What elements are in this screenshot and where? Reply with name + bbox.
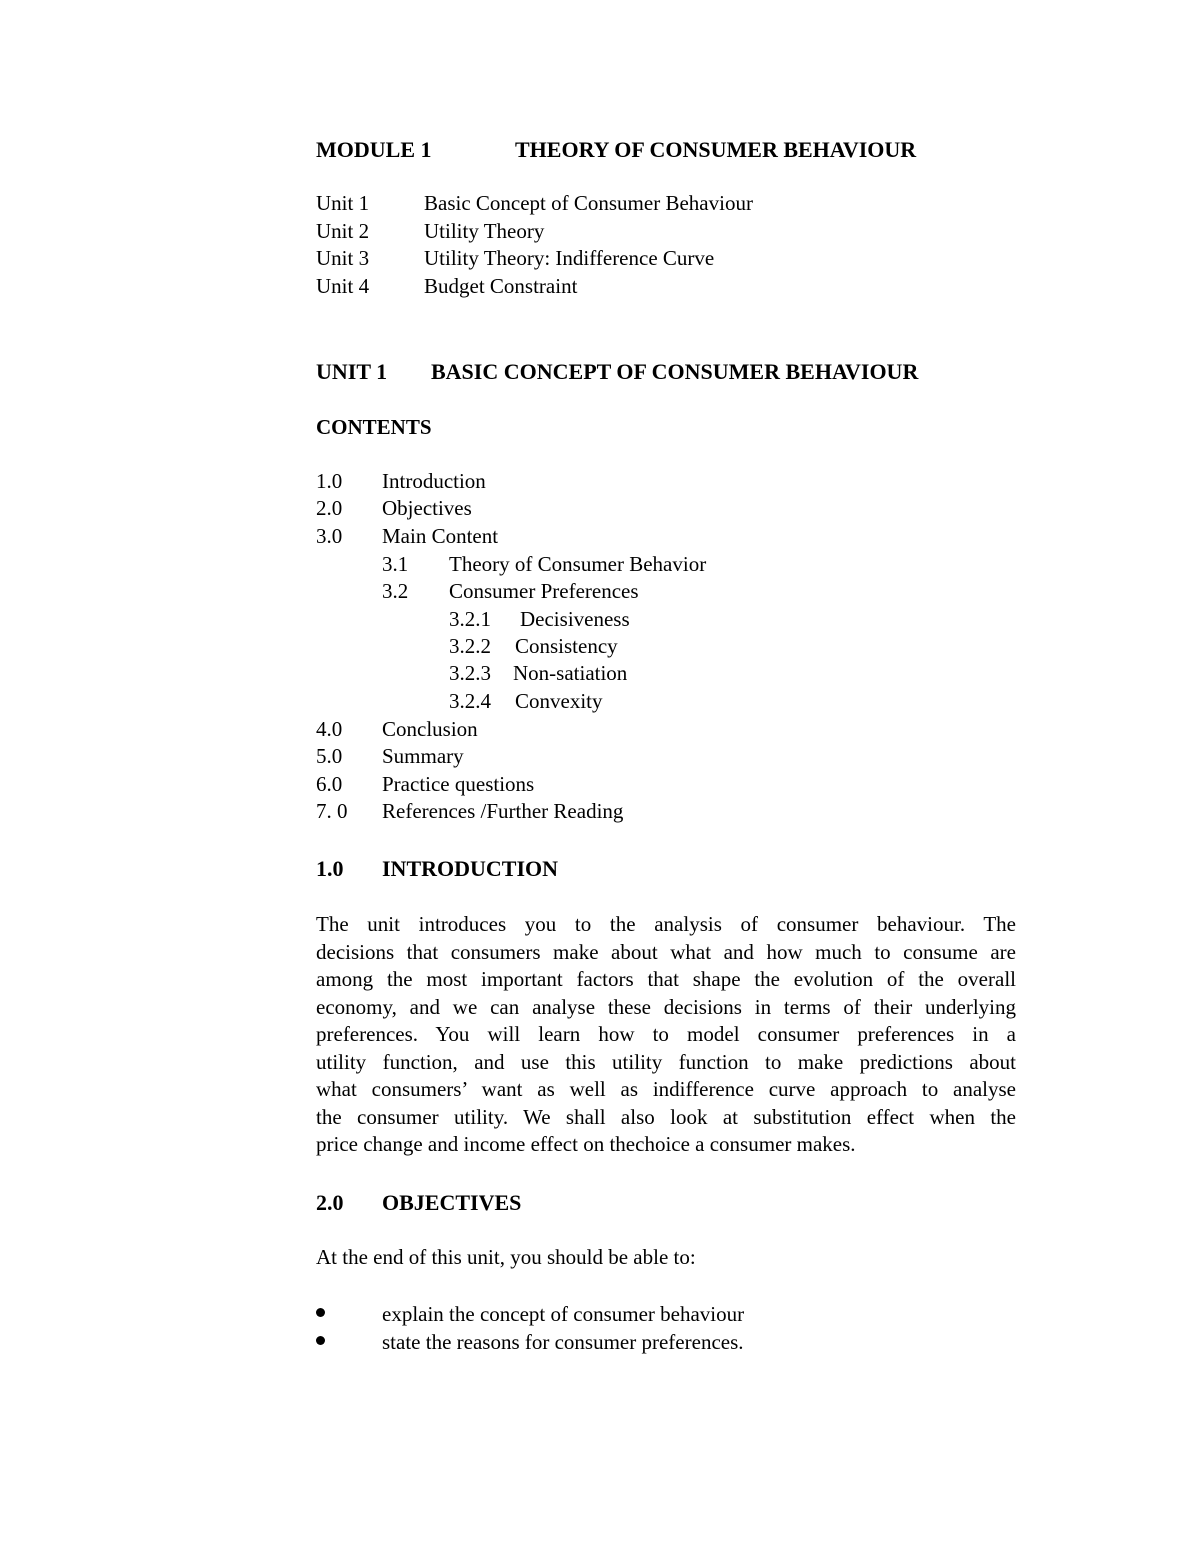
paragraph-line: among the most important factors that shape the evolution of the overall — [316, 967, 1016, 991]
paragraph-line: economy, and we can analyse these decisions in terms of their underlying — [316, 994, 1016, 1019]
contents-item-number: 3.1 — [382, 552, 409, 576]
unit-list-label: Unit 2 — [316, 219, 370, 243]
contents-item-label: Decisiveness — [520, 607, 630, 631]
contents-item-label: Summary — [382, 744, 464, 768]
contents-item-number: 3.2.4 — [449, 689, 491, 713]
contents-item-number: 4.0 — [316, 717, 343, 741]
contents-item-number: 3.2.2 — [449, 634, 491, 658]
unit-list-label: Unit 1 — [316, 191, 370, 215]
contents-item-label: Non-satiation — [513, 661, 628, 685]
contents-item-label: Main Content — [382, 524, 499, 548]
contents-item-label: Theory of Consumer Behavior — [449, 552, 707, 576]
contents-item-number: 5.0 — [316, 744, 343, 768]
paragraph-line: The unit introduces you to the analysis of consumer behaviour. The — [316, 912, 1016, 936]
paragraph-line: price change and income effect on thechoice a consumer makes. — [316, 1132, 856, 1156]
contents-item-label: Practice questions — [382, 772, 535, 796]
contents-item-label: Consumer Preferences — [449, 579, 639, 603]
objectives-intro: At the end of this unit, you should be able to: — [316, 1245, 696, 1269]
paragraph-line: the consumer utility. We shall also look at substitution effect when the — [316, 1104, 1016, 1129]
contents-item-number: 3.2 — [382, 579, 409, 603]
objective-item: explain the concept of consumer behaviour — [382, 1302, 745, 1326]
objectives-number: 2.0 — [316, 1190, 344, 1215]
introduction-paragraph — [316, 911, 1016, 1159]
contents-item-label: Consistency — [515, 634, 618, 658]
unit-list-title: Utility Theory — [424, 219, 545, 243]
contents-item-label: References /Further Reading — [382, 799, 624, 823]
paragraph-line: what consumers’ want as well as indifference curve approach to analyse — [316, 1077, 1016, 1101]
contents-item-label: Introduction — [382, 469, 486, 493]
contents-item-number: 1.0 — [316, 469, 343, 493]
unit-list-title: Basic Concept of Consumer Behaviour — [424, 191, 753, 215]
objective-item: state the reasons for consumer preferences. — [382, 1330, 744, 1354]
introduction-heading: INTRODUCTION — [382, 856, 559, 881]
paragraph-line: utility function, and use this utility function to make predictions about — [316, 1049, 1016, 1074]
bullet-icon — [316, 1308, 325, 1317]
contents-item-label: Objectives — [382, 496, 472, 520]
unit-list-label: Unit 4 — [316, 274, 370, 298]
contents-item-label: Conclusion — [382, 717, 478, 741]
contents-item-number: 3.2.1 — [449, 607, 491, 631]
bullet-icon — [316, 1336, 325, 1345]
contents-heading: CONTENTS — [316, 415, 432, 439]
unit-list-label: Unit 3 — [316, 246, 370, 270]
unit-number: UNIT 1 — [316, 359, 388, 384]
contents-item-number: 6.0 — [316, 772, 343, 796]
contents-item-label: Convexity — [515, 689, 603, 713]
unit-title: BASIC CONCEPT OF CONSUMER BEHAVIOUR — [431, 359, 919, 384]
contents-item-number: 3.0 — [316, 524, 343, 548]
module-number: MODULE 1 — [316, 137, 432, 162]
unit-list-title: Budget Constraint — [424, 274, 578, 298]
objectives-heading: OBJECTIVES — [382, 1190, 522, 1215]
paragraph-line: decisions that consumers make about what and how much to consume are — [316, 939, 1016, 964]
contents-item-number: 2.0 — [316, 496, 343, 520]
unit-list-title: Utility Theory: Indifference Curve — [424, 246, 715, 270]
introduction-number: 1.0 — [316, 856, 344, 881]
paragraph-line: preferences. You will learn how to model consumer preferences in a — [316, 1022, 1016, 1046]
module-title: THEORY OF CONSUMER BEHAVIOUR — [515, 137, 917, 162]
contents-item-number: 7. 0 — [316, 799, 348, 823]
contents-item-number: 3.2.3 — [449, 661, 491, 685]
